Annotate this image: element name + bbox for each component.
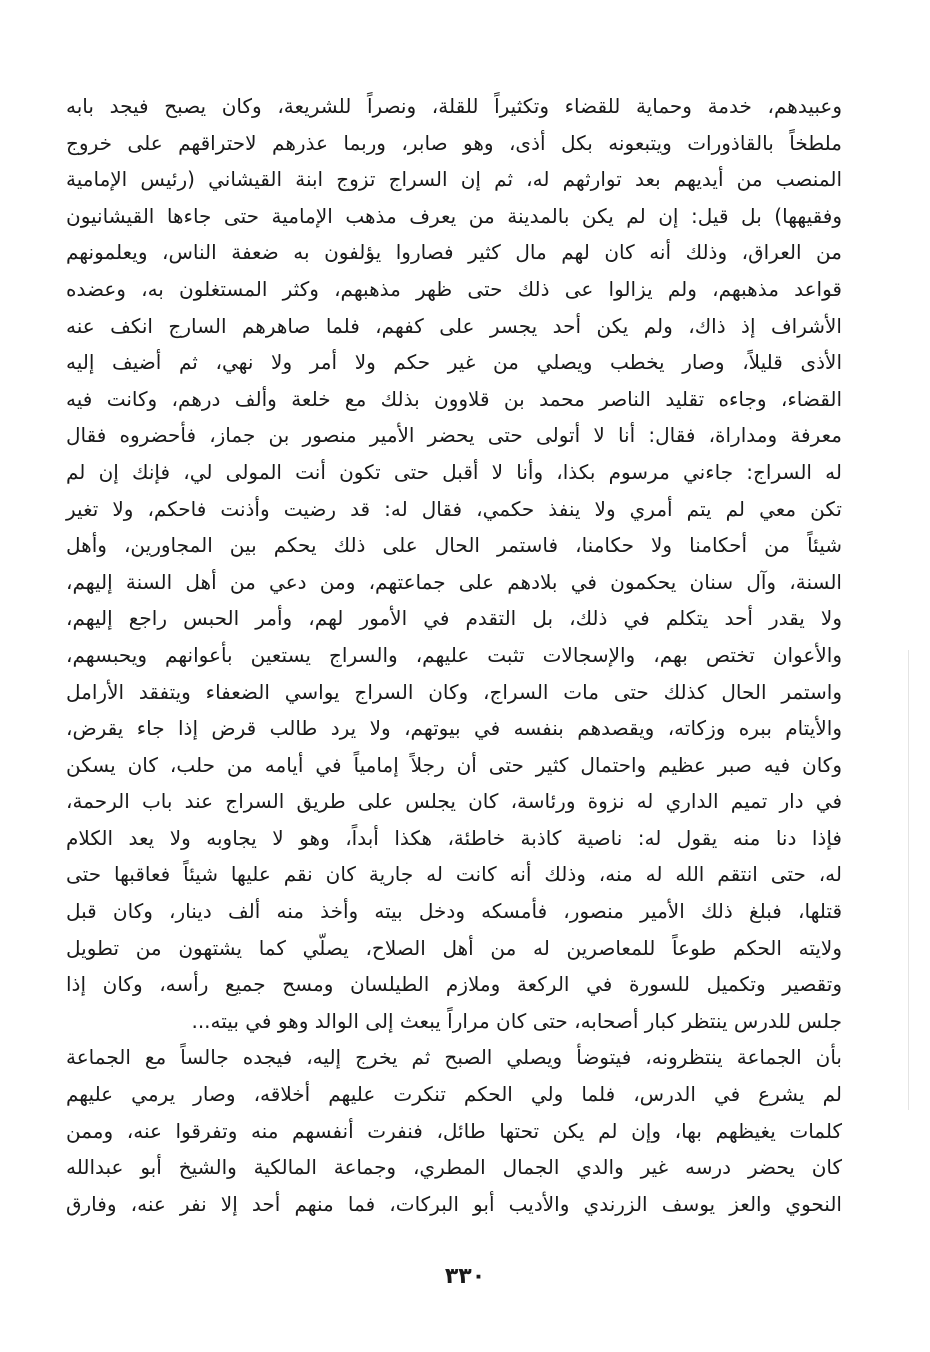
- text-line: واستمر الحال كذلك حتى مات السراج، وكان السراج يواسي الضعفاء ويتفقد الأرامل: [66, 679, 842, 704]
- text-line: بأن الجماعة ينتظرونه، فيتوضأ ويصلي الصبح ثم يخرج إليه، فيجده جالساً مع الجماعة: [66, 1045, 842, 1070]
- text-line: من العراق، وذلك أنه كان لهم مال كثير فصاروا يؤلفون به ضعفة الناس، ويعلمونهم: [66, 240, 842, 265]
- text-line: له السراج: جاءني مرسوم بكذا، وأنا لا أقبل حتى تكون أنت المولى لي، فإنك إن لم: [66, 459, 842, 484]
- text-line: ولايته الحكم طوعاً للمعاصرين له من أهل الصلاح، يصلّي كما يشتهون من تطويل: [66, 935, 842, 960]
- text-line: شيئاً من أحكامنا ولا حكامنا، فاستمر الحال على ذلك يحكم بين المجاورين، وأهل: [66, 533, 842, 558]
- text-line: وتقصير وتكميل للسورة في الركعة وملازم الطيلسان ومسح جميع رأسه، وكان إذا: [66, 972, 842, 997]
- text-line: وعبيدهم، خدمة وحماية للقضاء وتكثيراً للقلة، ونصراً للشريعة، وكان يصبح فيجد بابه: [66, 94, 842, 118]
- text-line: كان يحضر درسه غير والدي الجمال المطري، وجماعة المالكية والشيخ أبو عبدالله: [66, 1155, 842, 1180]
- text-line: النحوي والعز يوسف الزرندي والأديب أبو البركات، فما منهم أحد إلا نفر عنه، وفارق: [66, 1191, 842, 1216]
- page-number: ٣٣٠: [444, 1264, 486, 1289]
- text-line: وكان فيه صبر عظيم واحتمال كثير حتى أن رجلاً إمامياً في أيامه من حلب، كان يسكن: [66, 752, 842, 777]
- text-line: القضاء، وجاءه تقليد الناصر محمد بن قلاوون بذلك مع خلعة وألف درهم، وكانت فيه: [66, 386, 842, 411]
- text-line: معرفة ومداراة، فقال: أنا لا أتولى حتى يحضر الأمير منصور بن جماز، فأحضروه فقال: [66, 423, 842, 448]
- text-line: قواعد مذهبهم، ولم يزالوا عى ذلك حتى ظهر مذهبهم، وكثر المستغلون به، وعضده: [66, 276, 842, 301]
- text-line: السنة، وآل سنان يحكمون في بلادهم على جماعتهم، ومن دعي من أهل السنة إليهم،: [66, 569, 842, 594]
- margin-rule: [908, 650, 909, 1110]
- text-line: والأعوان تختص بهم، والإسجالات تثبت عليهم، والسراج يستعين بأعوانهم ويحبسهم،: [66, 642, 842, 667]
- text-line: الأشراف إذ ذاك، ولم يكن أحد يجسر على كفهم، فلما صاهرهم السارج انكف عنه: [66, 313, 842, 338]
- text-line: قتلها، فبلغ ذلك الأمير منصور، فأمسكه ودخل بيته وأخذ منه ألف دينار، وكان قبل: [66, 899, 842, 924]
- text-line: له، حتى انتقم الله له منه، وذلك أنه كانت له جارية كان نقم عليها شيئاً فعاقبها حتى: [66, 862, 842, 887]
- body-text: [66, 88, 842, 1222]
- text-line: تكن معي لم يتم أمري ولا ينفذ حكمي، فقال له: قد رضيت وأذنت فاحكم، ولا تغير: [66, 496, 842, 521]
- text-line: وفقيهها) بل قيل: إن لم يكن بالمدينة من يعرف مذهب الإمامية حتى جاءها القيشانيون: [66, 203, 842, 228]
- text-line: الأذى قليلاً، وصار يخطب ويصلي من غير حكم ولا أمر ولا نهي، ثم أضيف إليه: [66, 350, 842, 375]
- text-line: في دار تميم الداري له نزوة ورئاسة، كان يجلس على طريق السراج عند باب الرحمة،: [66, 789, 842, 814]
- text-line: ملطخاً بالقاذورات ويتبعونه بكل أذى، وهو صابر، وربما عذرهم لاحتراقهم على خروج: [66, 130, 842, 155]
- text-line: المنصب من أيديهم بعد توارثهم له، ثم إن السراج تزوج ابنة القيشاني (رئيس الإمامية: [66, 167, 842, 192]
- text-line: ولا يقدر أحد يتكلم في ذلك، بل التقدم في الأمور لهم، وأمر الحبس راجع إليهم،: [66, 606, 842, 631]
- text-line: كلمات يغيظهم بها، وإن لم يكن تحتها طائل، فنفرت أنفسهم منه وتفرقوا عنه، وممن: [66, 1118, 842, 1143]
- text-line: والأيتام ببره وزكاته، ويقصدهم بنفسه في بيوتهم، ولا يرد طالب قرض إذا جاء يقرض،: [66, 716, 842, 741]
- text-line: لم يشرع في الدرس، فلما ولي الحكم تنكرت عليهم أخلاقه، وصار يرمي عليهم: [66, 1082, 842, 1107]
- text-line: جلس للدرس ينتظر كبار أصحابه، حتى كان مراراً يبعث إلى الوالد وهو في بيته...: [191, 1008, 842, 1033]
- text-line: فإذا دنا منه يقول له: ناصية كاذبة خاطئة، هكذا أبداً، وهو لا يجاوبه ولا يعد الكلام: [66, 825, 842, 850]
